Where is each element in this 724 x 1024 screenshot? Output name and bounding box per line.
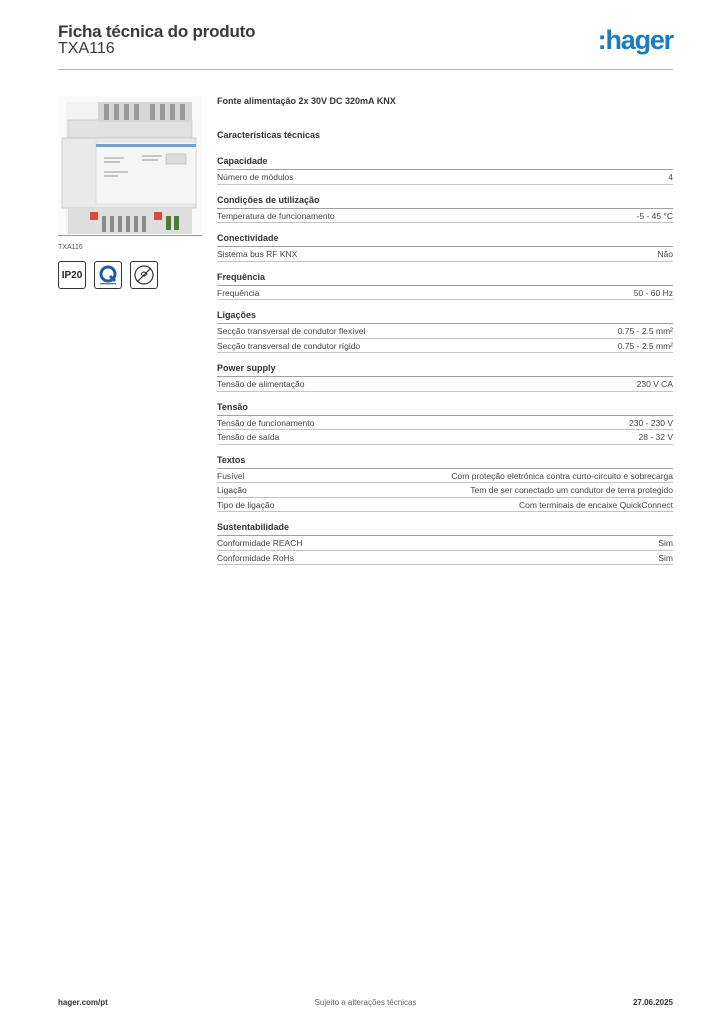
spec-row [217,286,673,301]
spec-label: Frequência [217,287,260,298]
spec-section-textos [217,453,673,513]
power-supply-module-image [58,96,202,236]
spec-section-ligacoes [217,308,673,353]
spec-section-power-supply [217,361,673,392]
spec-row [217,324,673,339]
spec-section-tensao [217,400,673,445]
spec-section-frequencia [217,270,673,301]
section-title: Condições de utilização [217,193,673,209]
spec-value: 0.75 - 2.5 mm² [617,326,673,336]
spec-value: Sim [658,552,673,563]
spec-label: Tensão de funcionamento [217,417,315,428]
photo-caption: TXA116 [58,244,83,251]
section-title: Conectividade [217,231,673,247]
section-title: Ligações [217,308,673,324]
section-title: Power supply [217,361,673,377]
section-title: Sustentabilidade [217,520,673,536]
spec-section-sustentabilidade [217,520,673,565]
spec-row [217,170,673,185]
spec-row [217,209,673,224]
spec-value: -5 - 45 °C [636,210,673,221]
page-title: Ficha técnica do produto [58,22,256,41]
section-title: Capacidade [217,154,673,170]
quality-certification-icon [94,261,122,289]
spec-row [217,498,673,513]
spec-label: Fusível [217,470,245,481]
spec-value: Com terminais de encaixe QuickConnect [518,499,673,510]
spec-section-conectividade [217,231,673,262]
spec-value: 50 - 60 Hz [633,287,673,298]
spec-row [217,339,673,354]
spec-label: Conformidade REACH [217,538,303,548]
spec-label: Tipo de ligação [217,499,275,510]
spec-label: Ligação [217,485,247,495]
ip20-badge [58,261,86,289]
certification-badges [58,261,202,289]
spec-row [217,247,673,262]
spec-value: Não [657,249,673,259]
spec-value: 230 V CA [636,379,673,389]
spec-row [217,377,673,392]
spec-value: Sim [658,538,673,548]
hager-logo [598,26,673,54]
halogen-free-icon [133,264,155,286]
technical-changes-notice: Sujeito a alterações técnicas [314,998,417,1007]
spec-label: Tensão de alimentação [217,379,305,389]
spec-section-condicoes [217,193,673,224]
section-title: Tensão [217,400,673,416]
no-halogen-icon [130,261,158,289]
section-title: Frequência [217,270,673,286]
spec-row [217,469,673,484]
spec-label: Tensão de saída [217,432,280,442]
website-link[interactable]: hager.com/pt [58,998,108,1007]
tech-characteristics-heading: Características técnicas [217,130,321,140]
spec-label: Secção transversal de condutor flexível [217,326,366,336]
product-reference: TXA116 [58,40,115,57]
spec-value: Com proteção eletrónica contra curto-circuito e sobrecarga [451,470,673,481]
specifications-column [217,96,673,573]
ip20-label: IP20 [61,269,83,281]
product-image-column [58,96,202,289]
spec-value: 4 [668,172,673,182]
page-footer [58,998,673,1010]
spec-row [217,483,673,498]
spec-row [217,536,673,551]
section-title: Textos [217,453,673,469]
spec-row [217,416,673,431]
spec-label: Número de módulos [217,172,294,182]
spec-value: Tem de ser conectado um condutor de terra protegido [470,485,673,495]
spec-section-capacidade [217,154,673,185]
quality-q-icon [97,264,119,286]
page-header [58,20,673,70]
logo-text: :hager [597,25,673,55]
spec-label: Sistema bus RF KNX [217,249,298,259]
spec-label: Conformidade RoHs [217,552,295,563]
spec-label: Secção transversal de condutor rígido [217,340,361,351]
spec-label: Temperatura de funcionamento [217,210,335,221]
spec-row [217,430,673,445]
spec-row [217,551,673,566]
product-description: Fonte alimentação 2x 30V DC 320mA KNX [217,96,396,106]
product-photo [58,96,202,236]
spec-value: 0.75 - 2.5 mm² [617,340,673,351]
spec-value: 230 - 230 V [629,417,673,428]
document-date: 27.06.2025 [632,998,673,1007]
spec-value: 28 - 32 V [638,432,673,442]
